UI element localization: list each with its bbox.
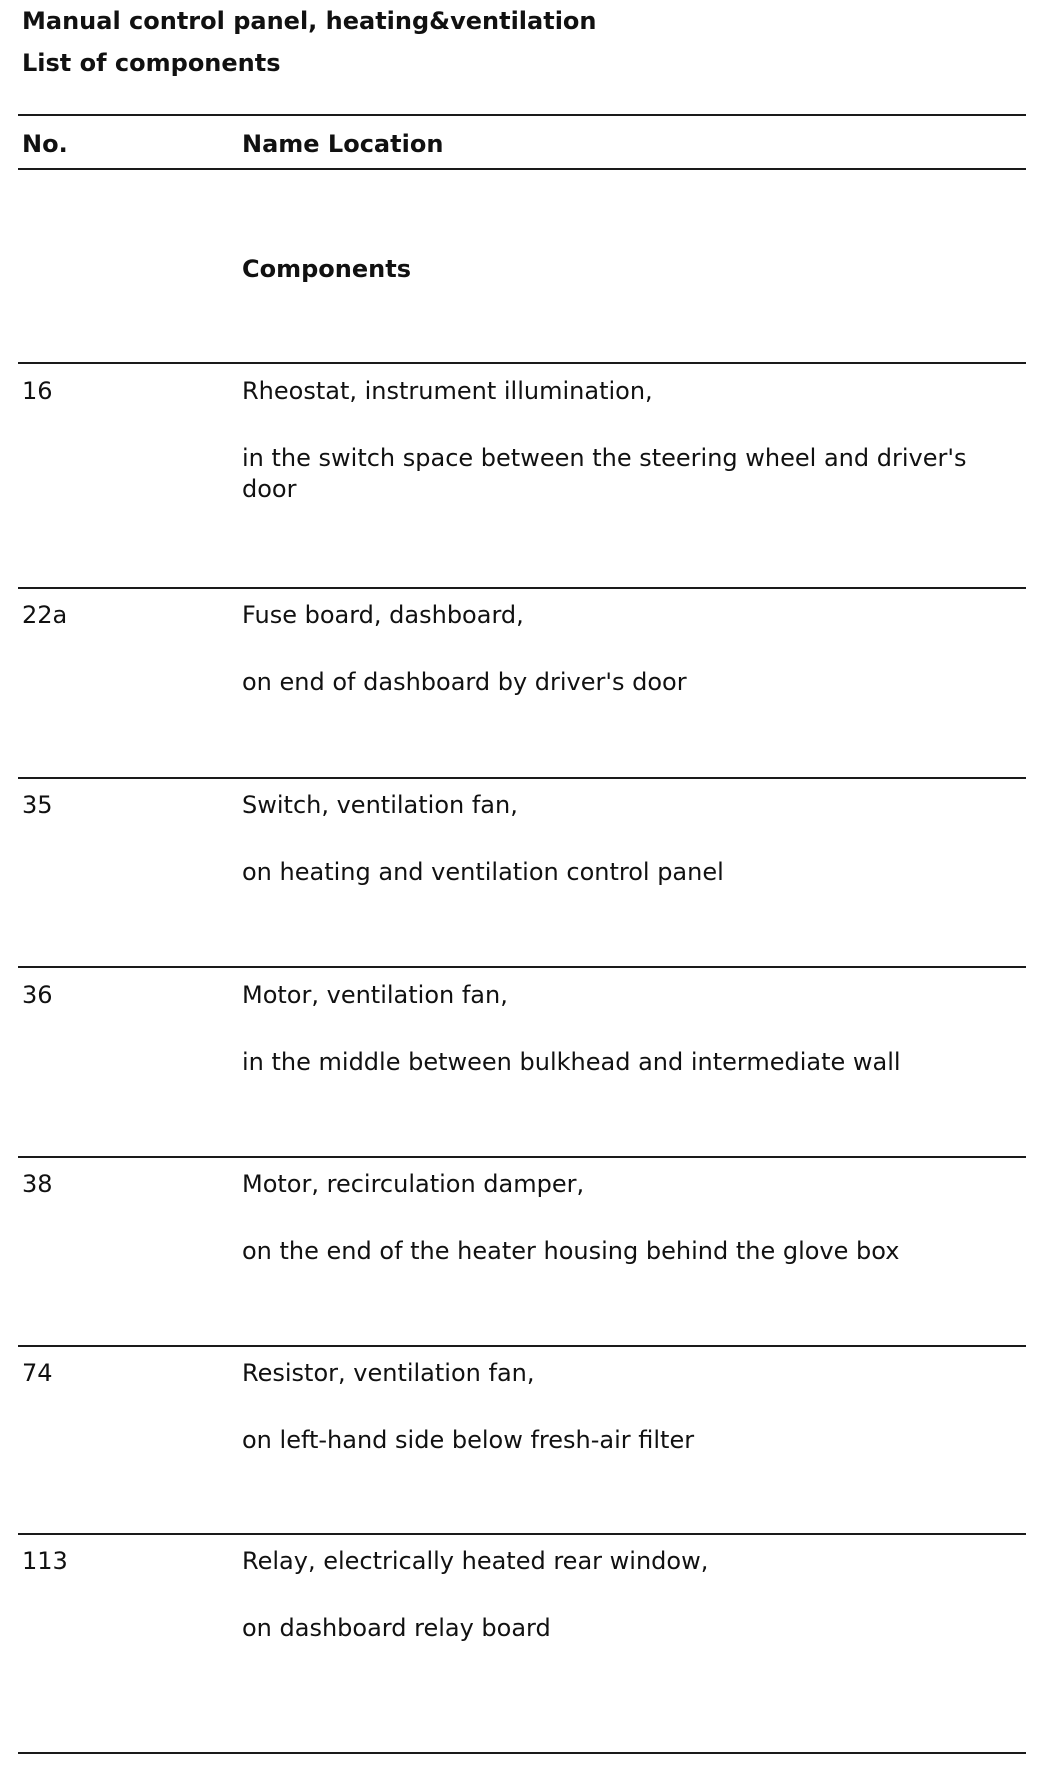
row-location: on dashboard relay board	[242, 1614, 551, 1642]
row-name: Resistor, ventilation fan,	[242, 1359, 535, 1387]
row-location: in the switch space between the steering wheel and driver's door	[242, 444, 967, 503]
row-number: 35	[22, 791, 53, 819]
table-bottom-rule	[18, 1752, 1026, 1754]
row-divider	[18, 777, 1026, 779]
row-number: 38	[22, 1170, 53, 1198]
row-number: 74	[22, 1359, 53, 1387]
row-divider	[18, 1345, 1026, 1347]
row-number: 16	[22, 377, 53, 405]
row-name: Motor, ventilation fan,	[242, 981, 508, 1009]
row-name: Relay, electrically heated rear window,	[242, 1547, 709, 1575]
row-location: on heating and ventilation control panel	[242, 858, 724, 886]
row-name: Switch, ventilation fan,	[242, 791, 518, 819]
row-divider	[18, 362, 1026, 364]
row-name: Rheostat, instrument illumination,	[242, 377, 653, 405]
row-divider	[18, 587, 1026, 589]
row-number: 36	[22, 981, 53, 1009]
row-divider	[18, 966, 1026, 968]
column-header-no: No.	[22, 130, 68, 158]
row-divider	[18, 1156, 1026, 1158]
row-location: on the end of the heater housing behind the glove box	[242, 1237, 900, 1265]
section-heading: Components	[242, 255, 411, 283]
document-subtitle: List of components	[22, 49, 281, 77]
row-divider	[18, 1533, 1026, 1535]
row-number: 22a	[22, 601, 68, 629]
row-location: on end of dashboard by driver's door	[242, 668, 687, 696]
row-location: on left-hand side below fresh-air filter	[242, 1426, 695, 1454]
document-title: Manual control panel, heating&ventilation	[22, 7, 597, 35]
column-header-name-location: Name Location	[242, 130, 444, 158]
row-name: Motor, recirculation damper,	[242, 1170, 585, 1198]
row-name: Fuse board, dashboard,	[242, 601, 524, 629]
header-top-rule	[18, 114, 1026, 116]
row-number: 113	[22, 1547, 68, 1575]
header-bottom-rule	[18, 168, 1026, 170]
row-location: in the middle between bulkhead and intermediate wall	[242, 1048, 901, 1076]
